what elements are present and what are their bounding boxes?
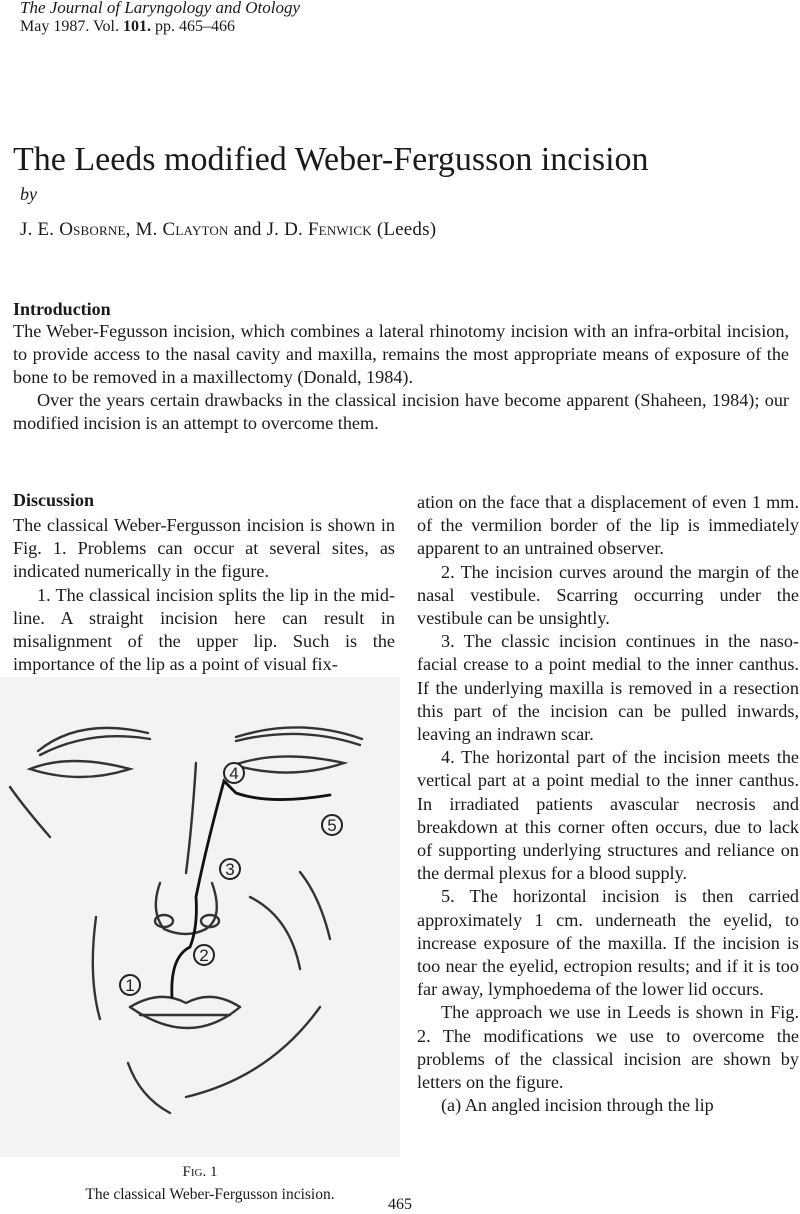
nose-bridge: [186, 763, 196, 873]
discussion-left-column: [13, 514, 395, 676]
marker-4-label: 4: [229, 764, 239, 783]
issue-volume: 101.: [122, 18, 151, 35]
left-eyebrow-lower: [236, 734, 360, 745]
right-jaw-line: [93, 917, 100, 1019]
face-drawing: [0, 677, 400, 1157]
jaw-line: [186, 1007, 320, 1097]
author-2-initials: M.: [135, 219, 158, 240]
issue-info: [20, 17, 235, 36]
figure-caption: The classical Weber-Fergusson incision.: [85, 1186, 335, 1203]
figure-1-illustration: [0, 677, 400, 1157]
discussion-right-column: [417, 491, 799, 1117]
marker-3-label: 3: [225, 860, 235, 879]
right-eye: [30, 761, 130, 777]
right-nostril: [155, 915, 173, 927]
right-paragraph-5: 5. The horizontal incision is then carried approximately 1 cm. underneath the eyelid, to increase exposure of the maxilla. If the incision is too near the eyelid, ectropion results; and if it is too far away, lymphoedema of the lower lid occurs.: [417, 886, 799, 1000]
author-3-surname: Fenwick: [307, 219, 372, 240]
issue-date: May 1987.: [20, 18, 90, 35]
discussion-paragraph-2: 1. The classical incision splits the lip in the mid-line. A straight incision here can result in misalignment of the upper lip. Such is the importance of the lip as a point of visual fix-: [13, 584, 395, 675]
right-cheek-line: [10, 787, 50, 837]
discussion-paragraph-1: The classical Weber-Fergusson incision is shown in Fig. 1. Problems can occur at several sites, as indicated numerically in the figure.: [13, 515, 395, 582]
upper-lip: [130, 997, 240, 1007]
right-paragraph-6: The approach we use in Leeds is shown in Fig. 2. The modifications we use to overcome the problems of the classical incision are shown by letters on the figure.: [417, 1002, 799, 1093]
marker-2-label: 2: [199, 946, 209, 965]
intro-paragraph-1: The Weber-Fegusson incision, which combines a lateral rhinotomy incision with an infra-orbital incision, to provide access to the nasal cavity and maxilla, remains the most appropriate means of exposure of the bone to be removed in a maxillectomy (Donald, 1984).: [13, 321, 789, 387]
byline-by: by: [20, 184, 37, 204]
author-1-surname: Osborne: [59, 219, 126, 240]
marker-5-label: 5: [327, 816, 337, 835]
journal-name: The Journal of Laryngology and Otology: [20, 0, 301, 17]
introduction-heading: Introduction: [13, 299, 111, 319]
article-title: The Leeds modified Weber-Fergusson incision: [13, 141, 649, 178]
intro-paragraph-2: Over the years certain drawbacks in the classical incision have become apparent (Shaheen, 1984); our modified incision is an attempt to overcome them.: [13, 390, 789, 433]
left-cheek-line: [300, 872, 330, 939]
author-list: J. E. Osborne, M. Clayton and J. D. Fenwick (Leeds): [20, 219, 437, 240]
issue-pages: pp. 465–466: [154, 18, 235, 35]
right-paragraph-3: 3. The classic incision continues in the naso-facial crease to a point medial to the inner canthus. If the underlying maxilla is removed in a resection this part of the incision can be pulled inwards, leaving an indrawn scar.: [417, 631, 799, 745]
figure-label: Fig. 1: [182, 1164, 218, 1180]
author-affiliation: (Leeds): [376, 219, 437, 240]
right-paragraph-4: 4. The horizontal part of the incision meets the vertical part at a point medial to the inner canthus. In irradiated patients avascular necrosis and breakdown at this corner often occurs, due to lack of supporting underlying structures and reliance on the dermal plexus for a blood supply.: [417, 747, 799, 884]
right-paragraph-1: ation on the face that a displacement of even 1 mm. of the vermilion border of the lip is immediately apparent to an untrained observer.: [417, 492, 799, 559]
page-number: 465: [388, 1196, 412, 1213]
right-paragraph-7: (a) An angled incision through the lip: [441, 1095, 714, 1116]
chin-line: [128, 1063, 170, 1113]
author-1-initials: J. E.: [20, 219, 55, 240]
left-nasolabial-line: [250, 897, 300, 969]
left-eye: [234, 756, 344, 772]
marker-1-label: 1: [125, 976, 135, 995]
author-and: and: [233, 219, 262, 240]
right-paragraph-2: 2. The incision curves around the margin of the nasal vestibule. Scarring occurring under the vestibule can be unsightly.: [417, 561, 799, 629]
author-3-initials: J. D.: [266, 219, 303, 240]
discussion-heading: Discussion: [13, 490, 95, 510]
issue-vol-label: Vol.: [93, 18, 119, 35]
lower-lip: [130, 1007, 240, 1028]
incision-line: [172, 781, 330, 997]
introduction-body: [13, 320, 789, 435]
author-2-surname: Clayton: [162, 219, 229, 240]
